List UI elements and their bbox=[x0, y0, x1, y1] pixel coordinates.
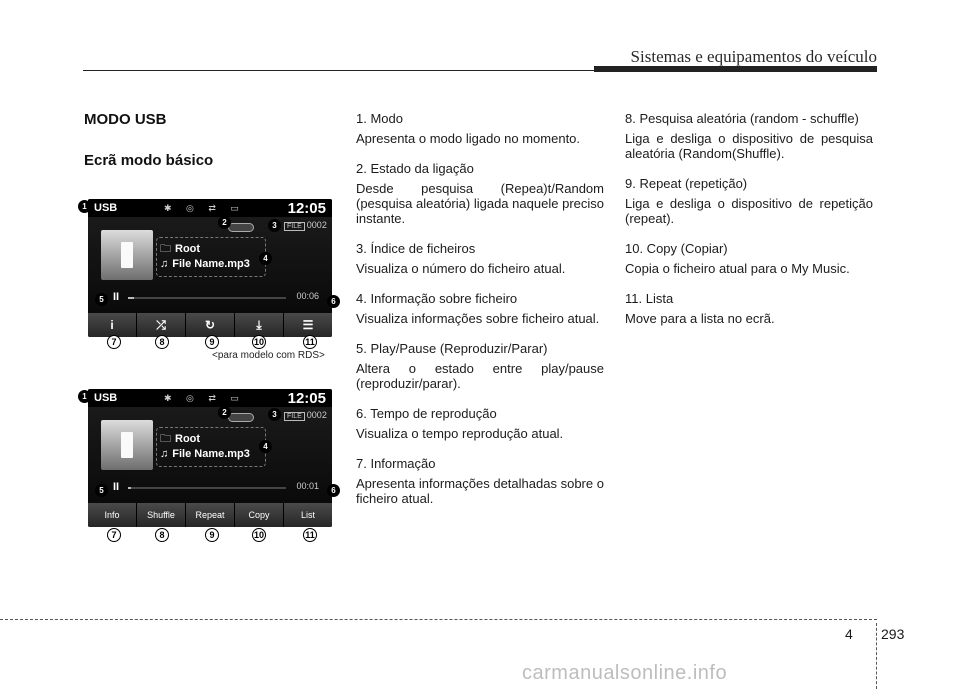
footer-divider bbox=[876, 623, 877, 689]
callout-2: 2 bbox=[218, 216, 231, 229]
screen-caption: <para modelo com RDS> bbox=[212, 350, 325, 361]
callout-8: 8 bbox=[155, 528, 169, 542]
mode-label: USB bbox=[94, 392, 118, 404]
usb-screen-standard bbox=[88, 389, 332, 527]
callout-10: 10 bbox=[253, 530, 264, 540]
list-item: 10. Copy (Copiar) Copia o ficheiro atual para o My Music. bbox=[625, 241, 850, 276]
file-name: ♫ File Name.mp3 bbox=[160, 448, 250, 460]
list-button[interactable]: List bbox=[283, 503, 332, 527]
shuffle-button[interactable]: ⤮ bbox=[136, 313, 185, 337]
list-item: 8. Pesquisa aleatória (random - schuffle) Liga e desliga o dispositivo de pesquisa aleatória (Random(Shuffle). bbox=[625, 111, 873, 161]
mode-label: USB bbox=[94, 202, 118, 214]
list-item: 5. Play/Pause (Reproduzir/Parar) Altera o estado entre play/pause (reproduzir/parar). bbox=[356, 341, 604, 391]
usb-device-icon bbox=[101, 420, 153, 470]
callout-6: 6 bbox=[327, 484, 340, 497]
callout-9: 9 bbox=[205, 335, 219, 349]
chapter-number: 4 bbox=[845, 626, 853, 642]
elapsed-time: 00:01 bbox=[296, 481, 319, 491]
callout-11: 11 bbox=[303, 528, 317, 542]
callout-1: 1 bbox=[78, 200, 91, 213]
clock: 12:05 bbox=[287, 390, 326, 407]
footer-rule bbox=[0, 619, 877, 620]
player-content bbox=[88, 217, 332, 313]
callout-5: 5 bbox=[95, 293, 108, 306]
callout-4: 4 bbox=[259, 440, 272, 453]
pause-icon[interactable]: II bbox=[113, 291, 120, 303]
list-item: 1. Modo Apresenta o modo ligado no momento. bbox=[356, 111, 581, 146]
callout-10: 10 bbox=[253, 337, 264, 347]
usb-screen-rds bbox=[88, 199, 332, 337]
repeat-button[interactable]: Repeat bbox=[185, 503, 234, 527]
list-item: 3. Índice de ficheiros Visualiza o número do ficheiro atual. bbox=[356, 241, 566, 276]
repeat-random-status-icon bbox=[228, 413, 254, 422]
callout-1: 1 bbox=[78, 390, 91, 403]
progress-bar[interactable] bbox=[128, 487, 286, 489]
soft-button-bar bbox=[88, 503, 332, 527]
header-rule-bold bbox=[594, 66, 877, 72]
file-index: FILE 0002 bbox=[284, 220, 327, 231]
repeat-random-status-icon bbox=[228, 223, 254, 232]
elapsed-time: 00:06 bbox=[296, 291, 319, 301]
info-button[interactable]: Info bbox=[88, 503, 136, 527]
folder-name: 🗀 Root bbox=[160, 240, 200, 259]
callout-11: 11 bbox=[303, 335, 317, 349]
description-column-2 bbox=[625, 111, 873, 341]
header-title: Sistemas e equipamentos do veículo bbox=[630, 47, 877, 66]
soft-button-bar bbox=[88, 313, 332, 337]
clock: 12:05 bbox=[287, 200, 326, 217]
callout-3: 3 bbox=[268, 219, 281, 232]
list-item: 7. Informação Apresenta informações detalhadas sobre o ficheiro atual. bbox=[356, 456, 604, 506]
callout-7: 7 bbox=[107, 528, 121, 542]
progress-bar[interactable] bbox=[128, 297, 286, 299]
repeat-button[interactable]: ↻ bbox=[185, 313, 234, 337]
status-bar bbox=[88, 389, 332, 407]
callout-7: 7 bbox=[107, 335, 121, 349]
copy-button[interactable]: Copy bbox=[234, 503, 283, 527]
callout-4: 4 bbox=[259, 252, 272, 265]
callout-6: 6 bbox=[327, 295, 340, 308]
description-column-1 bbox=[356, 111, 604, 521]
usb-device-icon bbox=[101, 230, 153, 280]
player-content bbox=[88, 407, 332, 503]
status-bar bbox=[88, 199, 332, 217]
list-item: 4. Informação sobre ficheiro Visualiza informações sobre ficheiro atual. bbox=[356, 291, 600, 326]
file-name: ♫ File Name.mp3 bbox=[160, 258, 250, 270]
section-subtitle: Ecrã modo básico bbox=[84, 152, 214, 169]
section-title: MODO USB bbox=[84, 111, 167, 128]
callout-5: 5 bbox=[95, 484, 108, 497]
pause-icon[interactable]: II bbox=[113, 481, 120, 493]
header-rule bbox=[83, 70, 594, 71]
page-number: 293 bbox=[881, 626, 905, 642]
callout-9: 9 bbox=[205, 528, 219, 542]
bluetooth-usb-icons: ✱ ◎ ⇄ ▭ bbox=[164, 393, 245, 403]
file-index: FILE 0002 bbox=[284, 410, 327, 421]
list-item: 9. Repeat (repetição) Liga e desliga o dispositivo de repetição (repeat). bbox=[625, 176, 873, 226]
folder-name: 🗀 Root bbox=[160, 430, 200, 449]
list-item: 2. Estado da ligação Desde pesquisa (Repea)t/Random (pesquisa aleatória) ligada naquele preciso instante. bbox=[356, 161, 604, 226]
watermark: carmanualsonline.info bbox=[522, 662, 728, 684]
list-item: 11. Lista Move para a lista no ecrã. bbox=[625, 291, 775, 326]
shuffle-button[interactable]: Shuffle bbox=[136, 503, 185, 527]
progress-fill bbox=[128, 487, 131, 489]
callout-2: 2 bbox=[218, 406, 231, 419]
list-button[interactable]: ☰ bbox=[283, 313, 332, 337]
bluetooth-usb-icons: ✱ ◎ ⇄ ▭ bbox=[164, 203, 245, 213]
callout-3: 3 bbox=[268, 408, 281, 421]
progress-fill bbox=[128, 297, 134, 299]
callout-8: 8 bbox=[155, 335, 169, 349]
info-button[interactable]: i bbox=[88, 313, 136, 337]
list-item: 6. Tempo de reprodução Visualiza o tempo reprodução atual. bbox=[356, 406, 564, 441]
copy-button[interactable]: ⤓ bbox=[234, 313, 283, 337]
